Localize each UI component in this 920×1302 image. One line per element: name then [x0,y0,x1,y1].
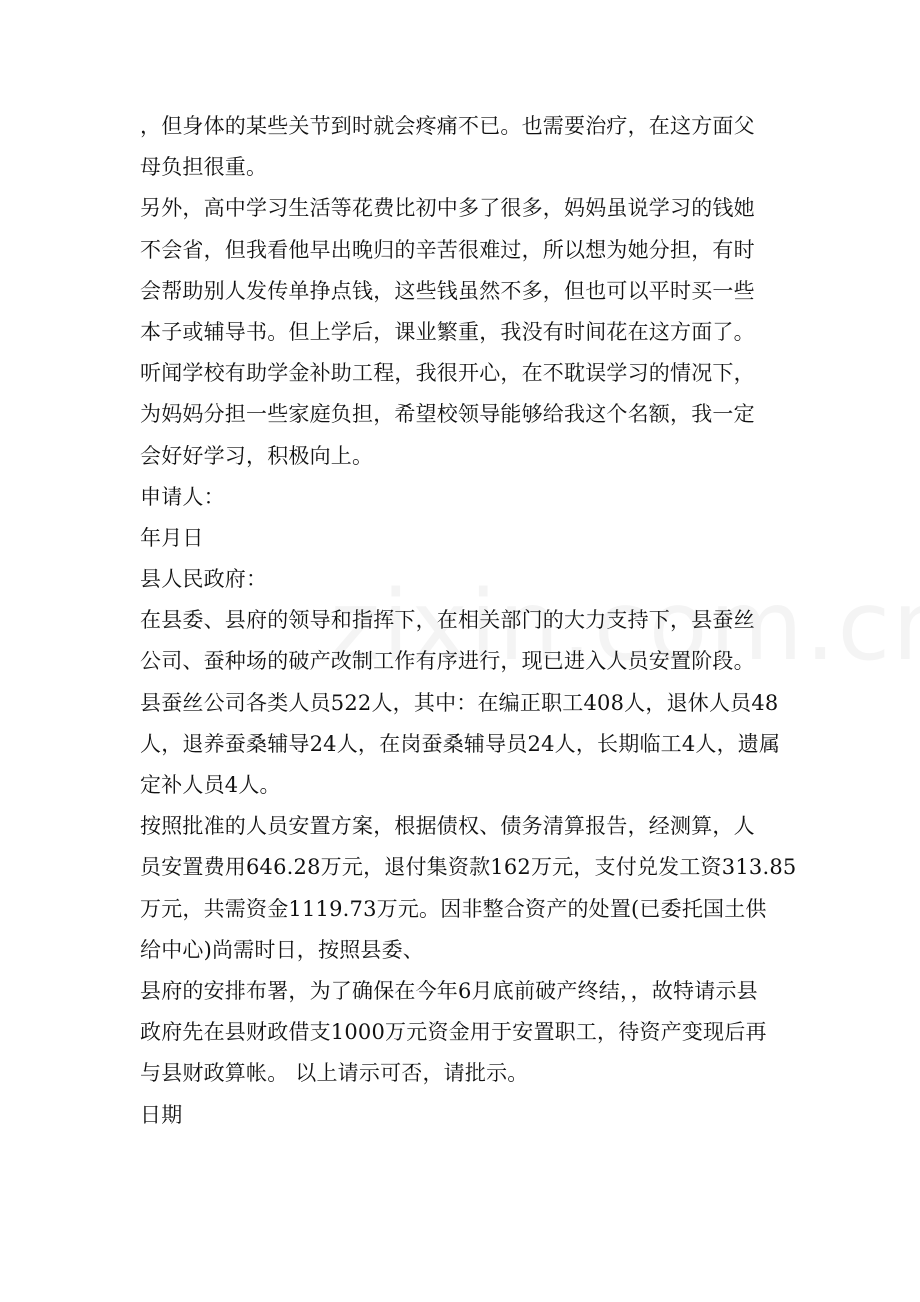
text-line: 员安置费用646.28万元，退付集资款162万元，支付兑发工资313.85 [140,855,797,880]
text-line: 万元，共需资金1119.73万元。因非整合资产的处置(已委托国土供 [140,896,767,921]
text-line: 为妈妈分担一些家庭负担，希望校领导能够给我这个名额，我一定 [140,402,755,427]
text-line: 与县财政算帐。 以上请示可否，请批示。 [140,1061,529,1086]
date-label: 日期 [140,1102,183,1127]
text-line: 政府先在县财政借支1000万元资金用于安置职工，待资产变现后再 [140,1020,767,1045]
text-line: 听闻学校有助学金补助工程，我很开心，在不耽误学习的情况下， [140,361,755,386]
applicant-label: 申请人： [140,484,225,509]
text-line: 公司、蚕种场的破产改制工作有序进行，现已进入人员安置阶段。 [140,649,755,674]
text-line: 县蚕丝公司各类人员522人，其中：在编正职工408人，退休人员48 [140,690,779,715]
text-line: ，但身体的某些关节到时就会疼痛不已。也需要治疗，在这方面父 [140,114,755,138]
text-line: 县府的安排布署，为了确保在今年6月底前破产终结，，故特请示县 [140,978,758,1003]
text-line: 另外，高中学习生活等花费比初中多了很多，妈妈虽说学习的钱她 [140,196,755,221]
text-line: 不会省，但我看他早出晚归的辛苦很难过，所以想为她分担，有时 [140,237,755,262]
text-line: 本子或辅导书。但上学后，课业繁重，我没有时间花在这方面了。 [140,319,755,344]
addressee: 县人民政府： [140,567,268,592]
text-line: 在县委、县府的领导和指挥下，在相关部门的大力支持下，县蚕丝 [140,608,755,633]
text-line: 会好好学习，积极向上。 [140,443,374,468]
text-line: 按照批准的人员安置方案，根据债权、债务清算报告，经测算，人 [140,814,755,839]
text-line: 给中心)尚需时日，按照县委、 [140,937,424,962]
text-line: 母负担很重。 [140,155,268,180]
text-line: 会帮助别人发传单挣点钱，这些钱虽然不多，但也可以平时买一些 [140,278,755,303]
text-line: 人，退养蚕桑辅导24人，在岗蚕桑辅导员24人，长期临工4人，遗属 [140,731,781,756]
date-placeholder: 年月日 [140,525,204,550]
text-line: 定补人员4人。 [140,773,281,797]
document-body [140,106,797,1136]
